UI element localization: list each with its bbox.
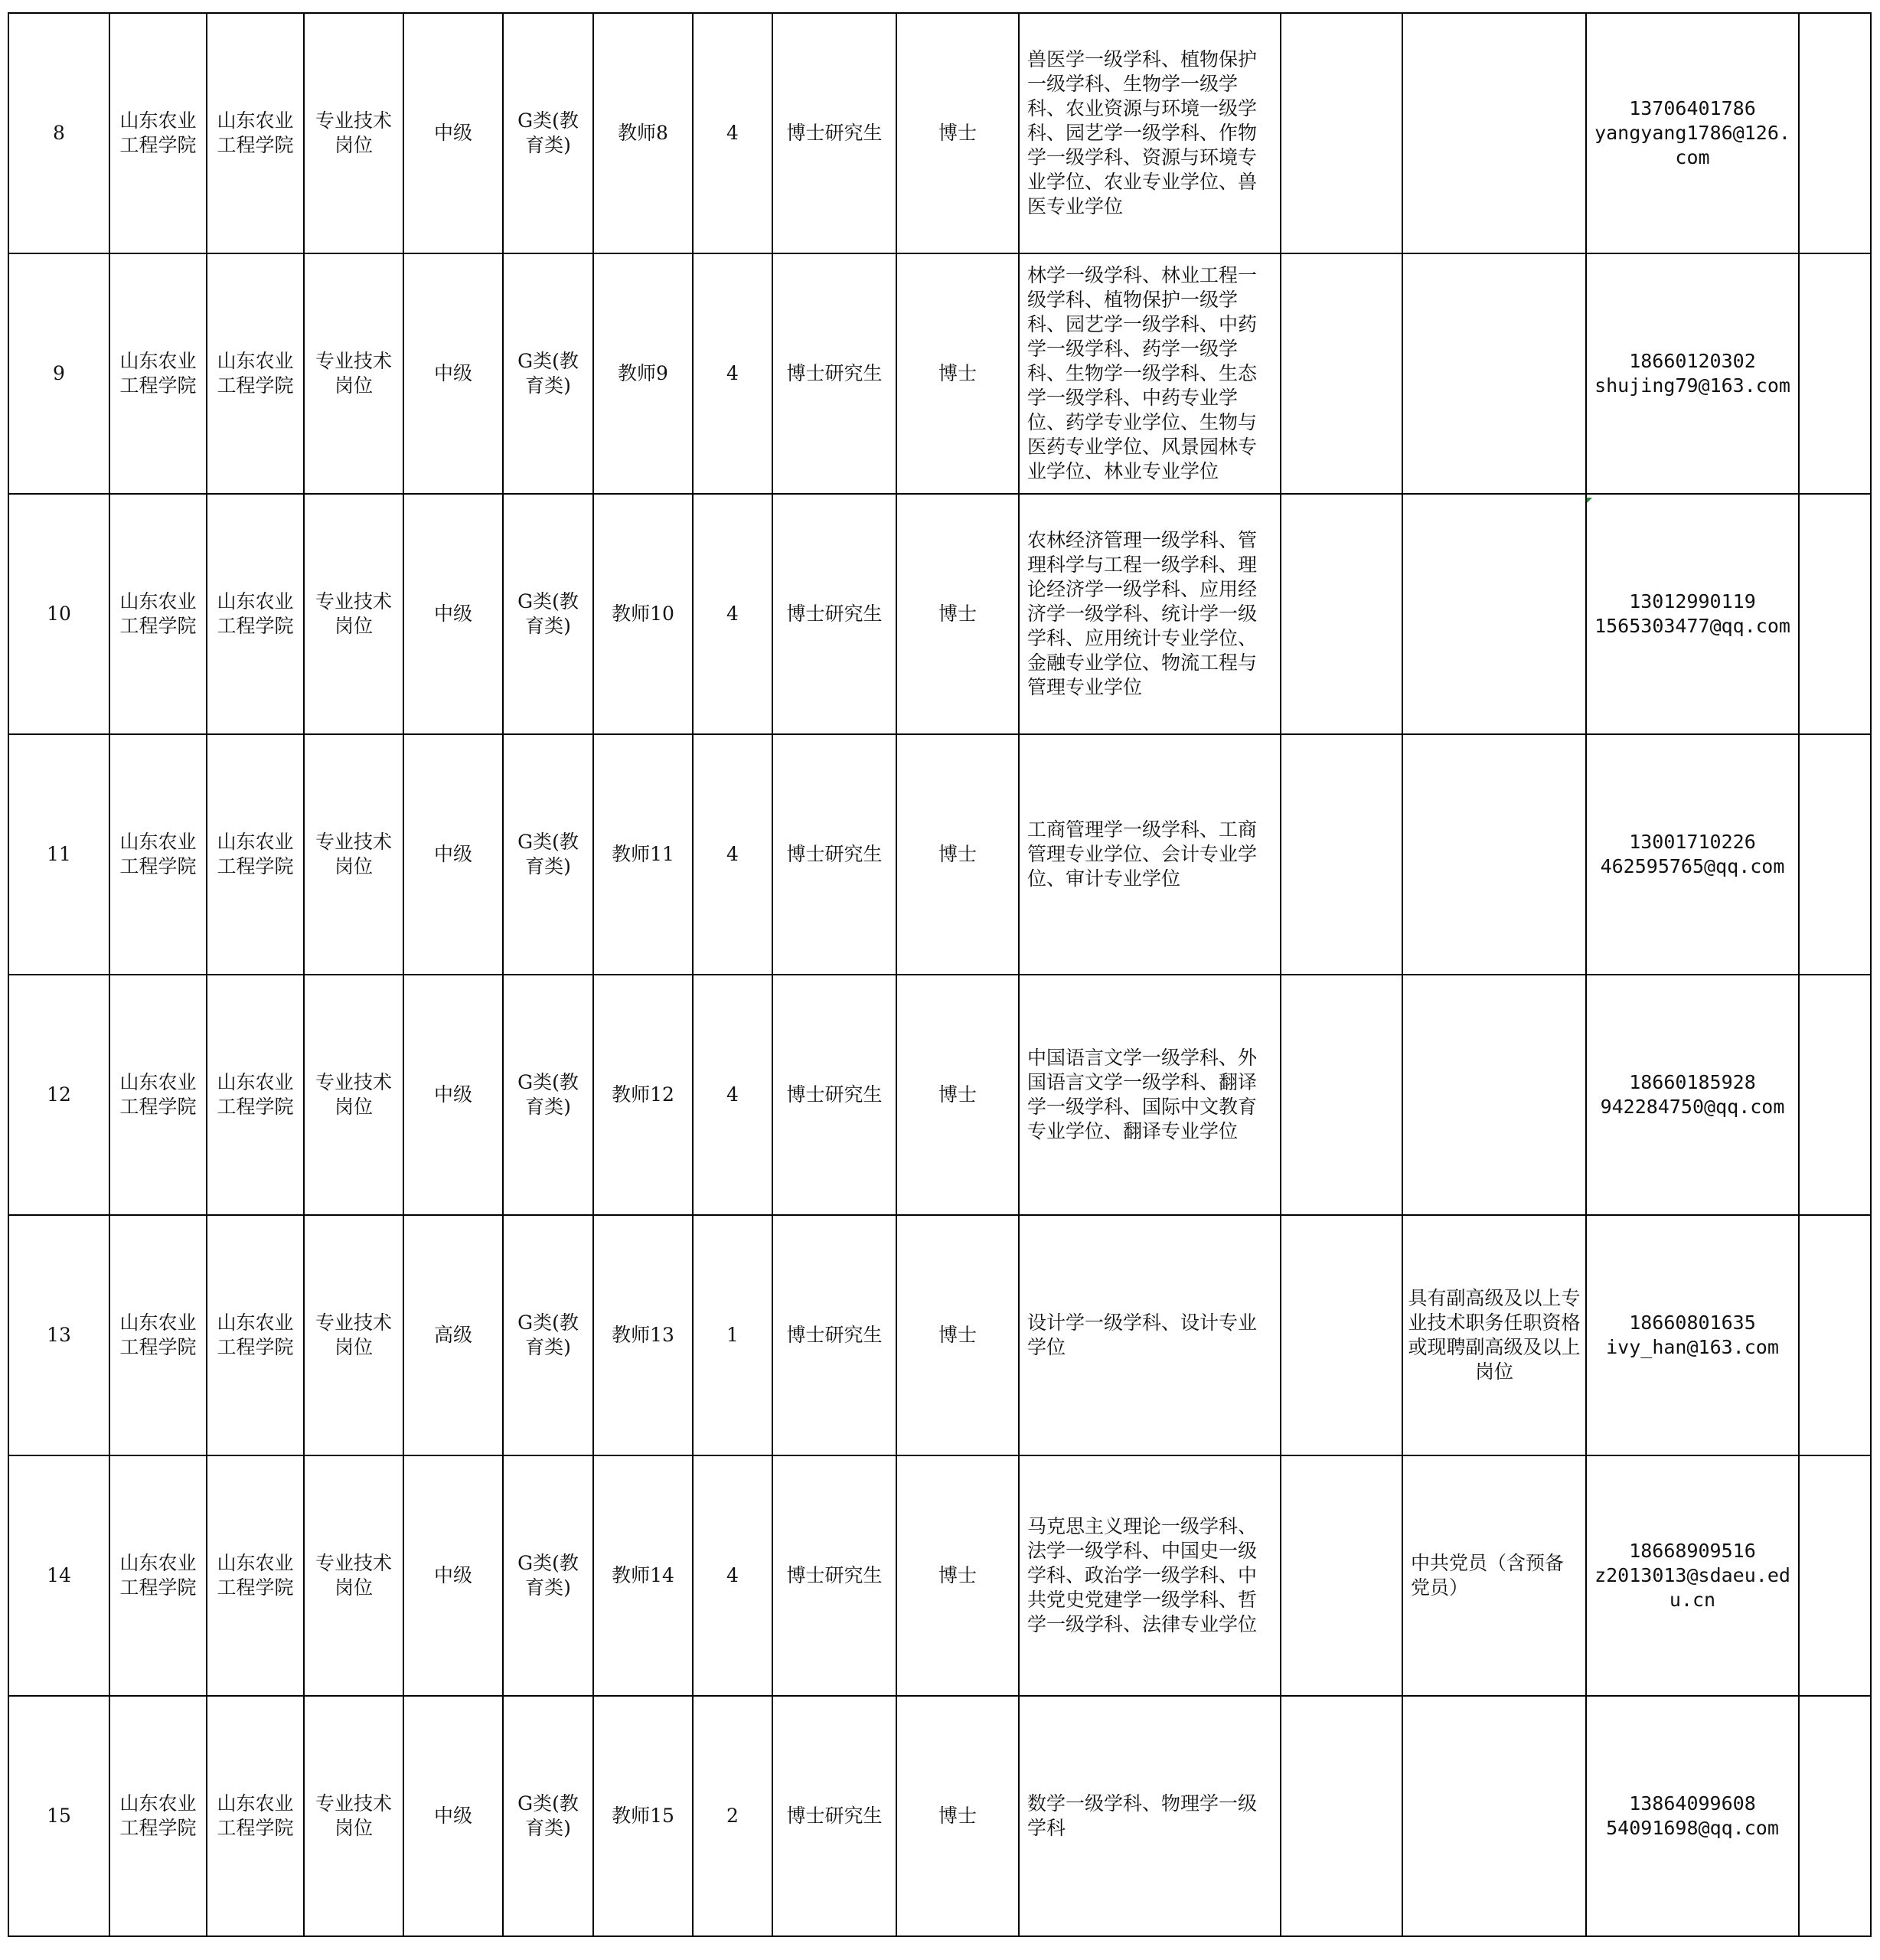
cell-degree[interactable]: 博士: [896, 494, 1019, 734]
cell-category[interactable]: G类(教育类): [503, 734, 593, 975]
cell-category[interactable]: G类(教育类): [503, 494, 593, 734]
cell-count[interactable]: 4: [693, 13, 772, 253]
cell-count[interactable]: 4: [693, 253, 772, 494]
cell-unit[interactable]: 山东农业工程学院: [109, 975, 207, 1215]
cell-major[interactable]: 马克思主义理论一级学科、法学一级学科、中国史一级学科、政治学一级学科、中共党史党建学一级学科、哲学一级学科、法律专业学位: [1019, 1455, 1281, 1696]
cell-extra[interactable]: [1402, 494, 1586, 734]
cell-level[interactable]: 高级: [403, 1215, 503, 1455]
cell-level[interactable]: 中级: [403, 253, 503, 494]
cell-degree[interactable]: 博士: [896, 734, 1019, 975]
cell-post-name[interactable]: 教师13: [593, 1215, 693, 1455]
cell-contact[interactable]: [1586, 253, 1799, 494]
cell-education[interactable]: 博士研究生: [772, 13, 896, 253]
table-row: [8, 1215, 1871, 1455]
cell-post-type[interactable]: 专业技术岗位: [304, 253, 403, 494]
cell-unit[interactable]: 山东农业工程学院: [109, 734, 207, 975]
cell-count[interactable]: 4: [693, 734, 772, 975]
cell-contact[interactable]: [1586, 13, 1799, 253]
cell-post-type[interactable]: 专业技术岗位: [304, 1696, 403, 1936]
table-row: [8, 13, 1871, 253]
cell-note[interactable]: [1799, 253, 1871, 494]
cell-other[interactable]: [1281, 1455, 1402, 1696]
cell-education[interactable]: 博士研究生: [772, 1215, 896, 1455]
cell-no[interactable]: 13: [8, 1215, 109, 1455]
cell-level[interactable]: 中级: [403, 13, 503, 253]
cell-dept[interactable]: 山东农业工程学院: [207, 1455, 304, 1696]
cell-unit[interactable]: 山东农业工程学院: [109, 13, 207, 253]
cell-education[interactable]: 博士研究生: [772, 253, 896, 494]
cell-degree[interactable]: 博士: [896, 1455, 1019, 1696]
cell-category[interactable]: G类(教育类): [503, 13, 593, 253]
cell-no[interactable]: 10: [8, 494, 109, 734]
contact-phone: 13864099608: [1629, 1792, 1756, 1815]
cell-dept[interactable]: 山东农业工程学院: [207, 13, 304, 253]
cell-note[interactable]: [1799, 975, 1871, 1215]
cell-extra[interactable]: [1402, 734, 1586, 975]
cell-category[interactable]: G类(教育类): [503, 253, 593, 494]
cell-dept[interactable]: 山东农业工程学院: [207, 734, 304, 975]
cell-extra[interactable]: [1402, 13, 1586, 253]
cell-note[interactable]: [1799, 1215, 1871, 1455]
cell-major[interactable]: 工商管理学一级学科、工商管理专业学位、会计专业学位、审计专业学位: [1019, 734, 1281, 975]
cell-category[interactable]: G类(教育类): [503, 1696, 593, 1936]
cell-comment-marker-icon: [1587, 498, 1592, 503]
cell-other[interactable]: [1281, 1215, 1402, 1455]
cell-other[interactable]: [1281, 13, 1402, 253]
cell-contact[interactable]: [1586, 494, 1799, 734]
cell-note[interactable]: [1799, 734, 1871, 975]
cell-note[interactable]: [1799, 1455, 1871, 1696]
contact-email: yangyang1786@126.com: [1594, 122, 1790, 168]
cell-unit[interactable]: 山东农业工程学院: [109, 494, 207, 734]
contact-phone: 13706401786: [1629, 97, 1756, 119]
contact-email: z2013013@sdaeu.edu.cn: [1594, 1564, 1790, 1611]
cell-dept[interactable]: 山东农业工程学院: [207, 253, 304, 494]
cell-post-type[interactable]: 专业技术岗位: [304, 1215, 403, 1455]
table-row: [8, 494, 1871, 734]
cell-no[interactable]: 8: [8, 13, 109, 253]
cell-dept[interactable]: 山东农业工程学院: [207, 1696, 304, 1936]
cell-contact[interactable]: [1586, 1455, 1799, 1696]
cell-post-type[interactable]: 专业技术岗位: [304, 13, 403, 253]
cell-no[interactable]: 11: [8, 734, 109, 975]
cell-degree[interactable]: 博士: [896, 1215, 1019, 1455]
cell-unit[interactable]: 山东农业工程学院: [109, 1455, 207, 1696]
cell-other[interactable]: [1281, 975, 1402, 1215]
contact-phone: 13012990119: [1629, 590, 1756, 612]
cell-post-type[interactable]: 专业技术岗位: [304, 975, 403, 1215]
cell-degree[interactable]: 博士: [896, 253, 1019, 494]
cell-note[interactable]: [1799, 1696, 1871, 1936]
cell-post-name[interactable]: 教师9: [593, 253, 693, 494]
cell-education[interactable]: 博士研究生: [772, 734, 896, 975]
cell-contact[interactable]: [1586, 1696, 1799, 1936]
cell-post-name[interactable]: 教师11: [593, 734, 693, 975]
cell-post-type[interactable]: 专业技术岗位: [304, 734, 403, 975]
cell-no[interactable]: 15: [8, 1696, 109, 1936]
cell-post-name[interactable]: 教师8: [593, 13, 693, 253]
cell-note[interactable]: [1799, 13, 1871, 253]
contact-email: 942284750@qq.com: [1600, 1096, 1785, 1118]
cell-category[interactable]: G类(教育类): [503, 1215, 593, 1455]
cell-education[interactable]: 博士研究生: [772, 1696, 896, 1936]
cell-level[interactable]: 中级: [403, 494, 503, 734]
cell-education[interactable]: 博士研究生: [772, 494, 896, 734]
cell-level[interactable]: 中级: [403, 734, 503, 975]
cell-no[interactable]: 14: [8, 1455, 109, 1696]
cell-major[interactable]: 设计学一级学科、设计专业学位: [1019, 1215, 1281, 1455]
cell-dept[interactable]: 山东农业工程学院: [207, 1215, 304, 1455]
cell-extra[interactable]: [1402, 1696, 1586, 1936]
cell-post-type[interactable]: 专业技术岗位: [304, 1455, 403, 1696]
cell-category[interactable]: G类(教育类): [503, 1455, 593, 1696]
cell-extra[interactable]: [1402, 253, 1586, 494]
cell-unit[interactable]: 山东农业工程学院: [109, 253, 207, 494]
cell-count[interactable]: 2: [693, 1696, 772, 1936]
cell-degree[interactable]: 博士: [896, 13, 1019, 253]
contact-phone: 18668909516: [1629, 1540, 1756, 1562]
cell-category[interactable]: G类(教育类): [503, 975, 593, 1215]
table-row: [8, 734, 1871, 975]
cell-note[interactable]: [1799, 494, 1871, 734]
cell-unit[interactable]: 山东农业工程学院: [109, 1215, 207, 1455]
table-row: [8, 975, 1871, 1215]
cell-other[interactable]: [1281, 734, 1402, 975]
cell-major[interactable]: 农林经济管理一级学科、管理科学与工程一级学科、理论经济学一级学科、应用经济学一级学科、统计学一级学科、应用统计专业学位、金融专业学位、物流工程与管理专业学位: [1019, 494, 1281, 734]
cell-count[interactable]: 4: [693, 975, 772, 1215]
cell-degree[interactable]: 博士: [896, 1696, 1019, 1936]
table-body: [8, 13, 1871, 1936]
contact-phone: 18660120302: [1629, 350, 1756, 372]
cell-post-type[interactable]: 专业技术岗位: [304, 494, 403, 734]
cell-extra[interactable]: 具有副高级及以上专业技术职务任职资格或现聘副高级及以上岗位: [1402, 1215, 1586, 1455]
cell-education[interactable]: 博士研究生: [772, 975, 896, 1215]
cell-count[interactable]: 4: [693, 1455, 772, 1696]
table-row: [8, 1455, 1871, 1696]
cell-level[interactable]: 中级: [403, 1696, 503, 1936]
contact-phone: 18660801635: [1629, 1312, 1756, 1334]
cell-degree[interactable]: 博士: [896, 975, 1019, 1215]
cell-major[interactable]: 数学一级学科、物理学一级学科: [1019, 1696, 1281, 1936]
contact-email: shujing79@163.com: [1594, 374, 1790, 397]
contact-email: ivy_han@163.com: [1606, 1336, 1779, 1358]
cell-other[interactable]: [1281, 494, 1402, 734]
cell-extra[interactable]: [1402, 975, 1586, 1215]
cell-count[interactable]: 4: [693, 494, 772, 734]
cell-education[interactable]: 博士研究生: [772, 1455, 896, 1696]
cell-dept[interactable]: 山东农业工程学院: [207, 494, 304, 734]
table-row: [8, 253, 1871, 494]
cell-post-name[interactable]: 教师15: [593, 1696, 693, 1936]
cell-post-name[interactable]: 教师12: [593, 975, 693, 1215]
cell-major[interactable]: 林学一级学科、林业工程一级学科、植物保护一级学科、园艺学一级学科、中药学一级学科、药学一级学科、生物学一级学科、生态学一级学科、中药专业学位、药学专业学位、生物与医药专业学位、风景园林专业学位、林业专业学位: [1019, 253, 1281, 494]
recruitment-table: [8, 12, 1872, 1937]
contact-phone: 18660185928: [1629, 1071, 1756, 1093]
cell-dept[interactable]: 山东农业工程学院: [207, 975, 304, 1215]
contact-email: 462595765@qq.com: [1600, 855, 1785, 877]
cell-other[interactable]: [1281, 253, 1402, 494]
cell-other[interactable]: [1281, 1696, 1402, 1936]
cell-no[interactable]: 12: [8, 975, 109, 1215]
cell-post-name[interactable]: 教师10: [593, 494, 693, 734]
contact-phone: 13001710226: [1629, 831, 1756, 853]
contact-email: 54091698@qq.com: [1606, 1817, 1779, 1839]
cell-contact[interactable]: [1586, 1215, 1799, 1455]
cell-level[interactable]: 中级: [403, 1455, 503, 1696]
cell-extra[interactable]: 中共党员（含预备党员）: [1402, 1455, 1586, 1696]
cell-post-name[interactable]: 教师14: [593, 1455, 693, 1696]
table-row: [8, 1696, 1871, 1936]
cell-unit[interactable]: 山东农业工程学院: [109, 1696, 207, 1936]
cell-major[interactable]: 兽医学一级学科、植物保护一级学科、生物学一级学科、农业资源与环境一级学科、园艺学一级学科、作物学一级学科、资源与环境专业学位、农业专业学位、兽医专业学位: [1019, 13, 1281, 253]
cell-level[interactable]: 中级: [403, 975, 503, 1215]
cell-no[interactable]: 9: [8, 253, 109, 494]
cell-major[interactable]: 中国语言文学一级学科、外国语言文学一级学科、翻译学一级学科、国际中文教育专业学位、翻译专业学位: [1019, 975, 1281, 1215]
contact-email: 1565303477@qq.com: [1594, 615, 1790, 637]
cell-contact[interactable]: [1586, 975, 1799, 1215]
cell-contact[interactable]: [1586, 734, 1799, 975]
cell-count[interactable]: 1: [693, 1215, 772, 1455]
